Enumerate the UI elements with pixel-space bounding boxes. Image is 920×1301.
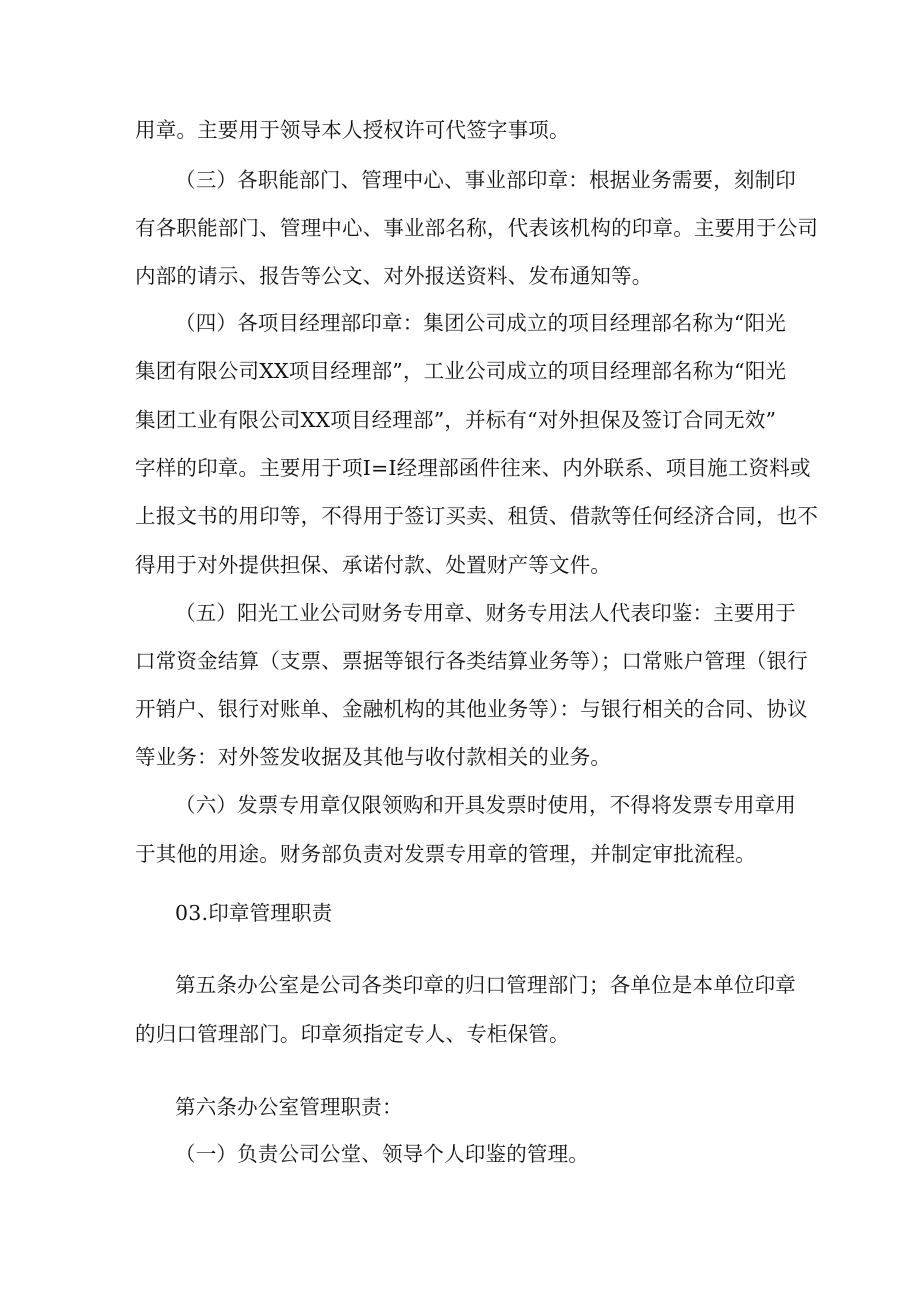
text-line: （六）发票专用章仅限领购和开具发票时使用，不得将发票专用章用 [175, 793, 796, 817]
text-line: 的归口管理部门。印章须指定专人、专柜保管。 [135, 1022, 570, 1046]
text-line: 字样的印章。主要用于项I=I经理部函件往来、内外联系、项目施工资料或 [135, 456, 811, 480]
text-line: （一）负责公司公堂、领导个人印鉴的管理。 [175, 1142, 589, 1166]
text-line: 等业务：对外签发收据及其他与收付款相关的业务。 [135, 745, 612, 769]
text-line: 口常资金结算（支票、票据等银行各类结算业务等）；口常账户管理（银行 [135, 649, 808, 673]
text-line: 开销户、银行对账单、金融机构的其他业务等）：与银行相关的合同、协议 [135, 697, 808, 721]
text-line: 集团有限公司XX项目经理部”，工业公司成立的项目经理部名称为“阳光 [135, 359, 787, 383]
section-heading: 03.印章管理职责 [175, 901, 333, 925]
text-line: 集团工业有限公司XX项目经理部”，并标有“对外担保及签订合同无效” [135, 408, 777, 432]
text-line: 第五条办公室是公司各类印章的归口管理部门；各单位是本单位印章 [175, 973, 796, 997]
text-line: 有各职能部门、管理中心、事业部名称，代表该机构的印章。主要用于公司 [135, 216, 819, 240]
text-line: 第六条办公室管理职责： [175, 1095, 403, 1119]
text-line: （四）各项目经理部印章：集团公司成立的项目经理部名称为“阳光 [175, 311, 786, 335]
text-line: 于其他的用途。财务部负责对发票专用章的管理，并制定审批流程。 [135, 842, 756, 866]
text-line: （三）各职能部门、管理中心、事业部印章：根据业务需要，刻制印 [175, 168, 796, 192]
text-line: （五）阳光工业公司财务专用章、财务专用法人代表印鉴：主要用于 [175, 601, 796, 625]
text-line: 得用于对外提供担保、承诺付款、处置财产等文件。 [135, 553, 612, 577]
text-line: 内部的请示、报告等公文、对外报送资料、发布通知等。 [135, 264, 653, 288]
text-line: 上报文书的用印等，不得用于签订买卖、租赁、借款等任何经济合同，也不 [135, 504, 819, 528]
text-line: 用章。主要用于领导本人授权许可代签字事项。 [135, 118, 570, 142]
